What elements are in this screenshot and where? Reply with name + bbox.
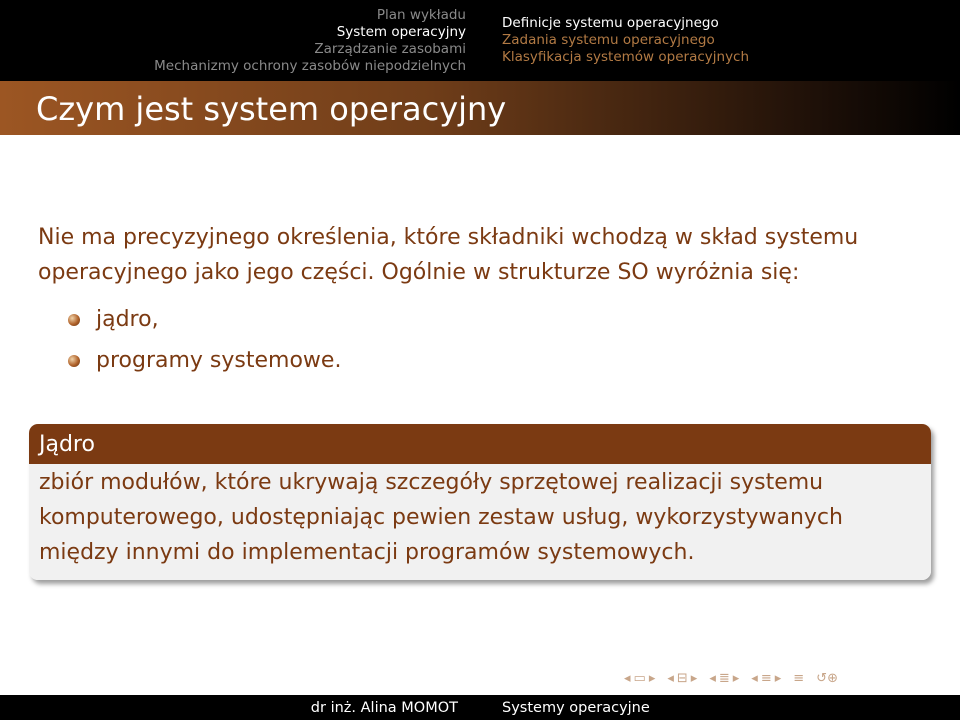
list-item xyxy=(68,340,341,381)
beamer-footline xyxy=(0,695,960,720)
arrow-right-icon[interactable]: ▸ xyxy=(774,671,782,686)
block-title: Jądro xyxy=(29,424,931,464)
section-link-system-operacyjny[interactable]: System operacyjny xyxy=(336,23,466,40)
section-link-zarzadzanie[interactable]: Zarządzanie zasobami xyxy=(314,40,466,57)
block-body: zbiór modułów, które ukrywają szczegóły sprzętowej realizacji systemu komputerowego, udostępniając pewien zestaw usług, wykorzystywanych między innymi do implementacji programów systemowych. xyxy=(29,464,931,580)
navigation-symbols xyxy=(624,671,841,686)
arrow-left-icon[interactable]: ◂ xyxy=(624,671,631,686)
subsection-navigation xyxy=(480,0,960,81)
arrow-right-icon[interactable]: ▸ xyxy=(648,671,656,686)
bullet-ball-icon xyxy=(68,314,80,326)
subsection-link-definicje[interactable]: Definicje systemu operacyjnego xyxy=(502,15,719,31)
arrow-left-icon[interactable]: ◂ xyxy=(709,671,716,686)
subsection-link-klasyfikacja[interactable]: Klasyfikacja systemów operacyjnych xyxy=(502,49,750,65)
arrow-right-icon[interactable]: ▸ xyxy=(732,671,740,686)
arrow-left-icon[interactable]: ◂ xyxy=(751,671,758,686)
footer-title: Systemy operacyjne xyxy=(502,699,650,716)
footer-author: dr inż. Alina MOMOT xyxy=(310,699,458,716)
section-link-mechanizmy[interactable]: Mechanizmy ochrony zasobów niepodzielnych xyxy=(154,57,466,74)
frame-icon[interactable]: ▭ xyxy=(633,671,646,686)
search-icon[interactable]: ↺⊕ xyxy=(816,671,838,686)
align-icon[interactable]: ≡ xyxy=(793,671,805,686)
arrow-right-icon[interactable]: ▸ xyxy=(690,671,698,686)
bullet-ball-icon xyxy=(68,355,80,367)
definition-block xyxy=(29,424,931,580)
list-item xyxy=(68,299,341,340)
bullet-list xyxy=(68,299,341,381)
bullet-text: jądro, xyxy=(96,307,159,332)
subsection-icon[interactable]: ⊟ xyxy=(676,671,688,686)
subsection-link-zadania[interactable]: Zadania systemu operacyjnego xyxy=(502,32,715,48)
section-navigation xyxy=(0,0,480,81)
beamer-headline xyxy=(0,0,960,81)
subsection-icon[interactable]: ≡ xyxy=(760,671,772,686)
section-icon[interactable]: ≣ xyxy=(718,671,730,686)
bullet-text: programy systemowe. xyxy=(96,348,342,373)
arrow-left-icon[interactable]: ◂ xyxy=(667,671,674,686)
intro-paragraph: Nie ma precyzyjnego określenia, które składniki wchodzą w skład systemu operacyjnego jako jego części. Ogólnie w strukturze SO wyróżnia się: xyxy=(38,225,859,285)
section-link-plan[interactable]: Plan wykładu xyxy=(376,6,466,23)
frame-title: Czym jest system operacyjny xyxy=(36,90,507,128)
